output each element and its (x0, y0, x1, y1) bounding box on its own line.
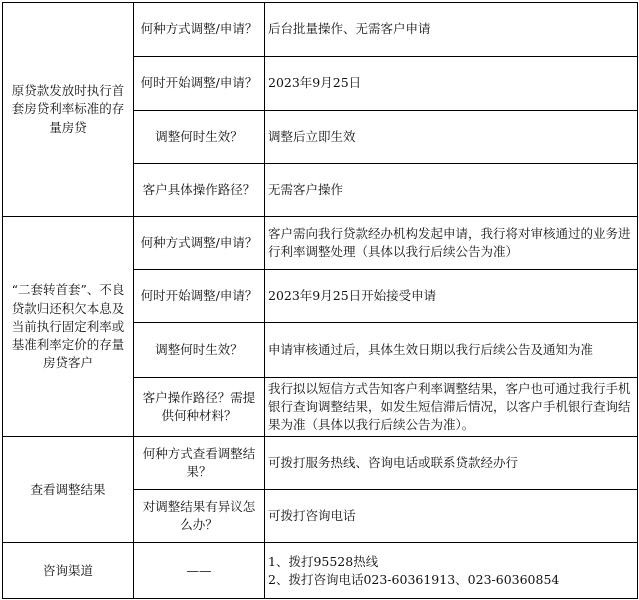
answer-cell: 2023年9月25日开始接受申请 (265, 270, 638, 323)
category-cell: 咨询渠道 (3, 543, 134, 599)
category-cell: “二套转首套”、不良贷款归还积欠本息及当前执行固定利率或基准利率定价的存量房贷客户 (3, 217, 134, 437)
question-cell: 何时开始调整/申请？ (134, 57, 265, 111)
question-cell: 客户具体操作路径？ (134, 164, 265, 217)
answer-cell (265, 543, 638, 599)
category-cell: 查看调整结果 (3, 437, 134, 543)
question-cell: 对调整结果有异议怎么办？ (134, 490, 265, 543)
answer-line: 1、拨打95528热线 (268, 553, 379, 569)
answer-cell: 申请审核通过后，具体生效日期以我行后续公告及通知为准 (265, 323, 638, 378)
table-row (3, 543, 638, 599)
answer-cell: 调整后立即生效 (265, 111, 638, 164)
table-row (3, 3, 638, 57)
table-row (3, 217, 638, 270)
policy-table (2, 2, 638, 599)
table-row (3, 437, 638, 490)
question-cell: 调整何时生效？ (134, 111, 265, 164)
answer-cell: 客户需向我行贷款经办机构发起申请，我行将对审核通过的业务进行利率调整处理（具体以我行后续公告为准） (265, 217, 638, 270)
answer-cell: 我行拟以短信方式告知客户利率调整结果，客户也可通过我行手机银行查询调整结果，如发生短信滞后情况，以客户手机银行查询结果为准（具体以我行后续公告为准）。 (265, 378, 638, 437)
category-cell: 原贷款发放时执行首套房贷利率标准的存量房贷 (3, 3, 134, 217)
question-cell: 调整何时生效？ (134, 323, 265, 378)
answer-cell: 可拨打服务热线、咨询电话或联系贷款经办行 (265, 437, 638, 490)
question-cell: 何时开始调整/申请？ (134, 270, 265, 323)
question-cell: 客户操作路径？需提供何种材料？ (134, 378, 265, 437)
answer-cell: 2023年9月25日 (265, 57, 638, 111)
question-cell: 何种方式调整/申请？ (134, 217, 265, 270)
question-cell: —— (134, 543, 265, 599)
question-cell: 何种方式调整/申请？ (134, 3, 265, 57)
answer-cell: 无需客户操作 (265, 164, 638, 217)
answer-line: 2、拨打咨询电话023-60361913、023-60360854 (268, 571, 560, 587)
question-cell: 何种方式查看调整结果？ (134, 437, 265, 490)
answer-cell: 可拨打咨询电话 (265, 490, 638, 543)
answer-cell: 后台批量操作、无需客户申请 (265, 3, 638, 57)
